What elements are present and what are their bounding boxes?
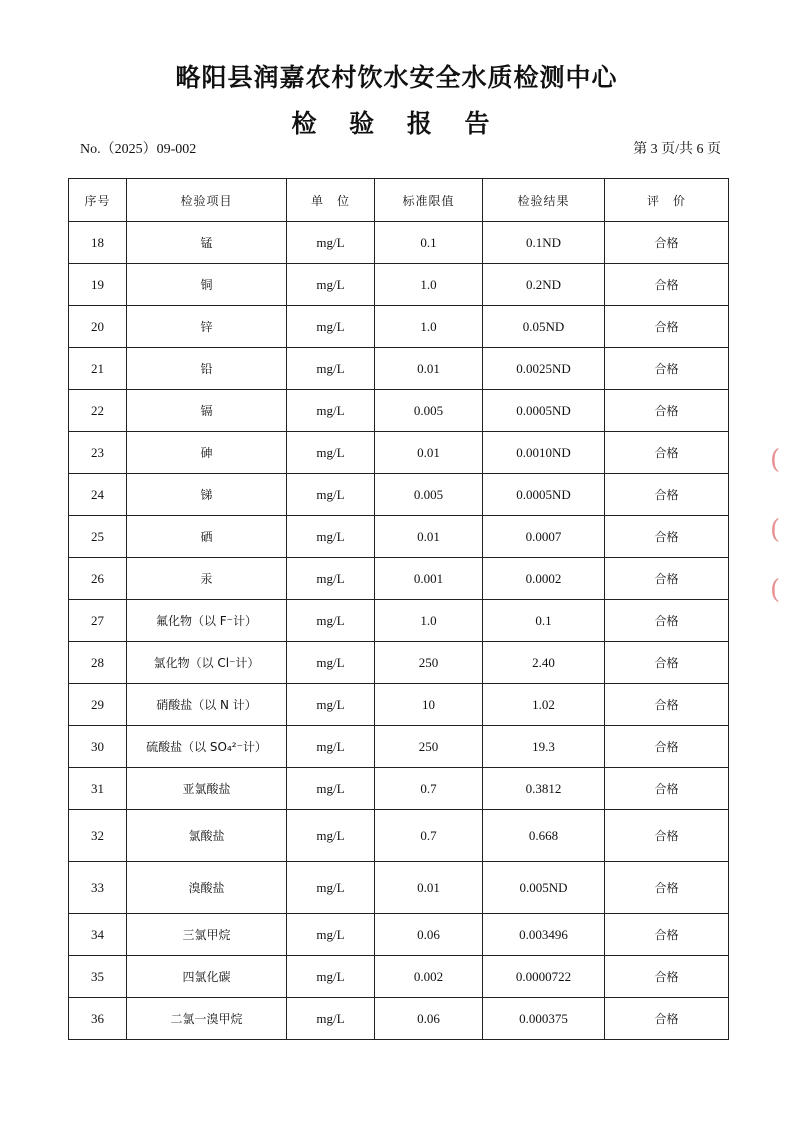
cell-item: 四氯化碳	[127, 956, 287, 998]
cell-result: 2.40	[483, 642, 605, 684]
cell-item: 铜	[127, 264, 287, 306]
cell-no: 34	[69, 914, 127, 956]
table-row	[69, 264, 729, 306]
cell-result: 0.2ND	[483, 264, 605, 306]
table-row	[69, 726, 729, 768]
cell-unit: mg/L	[287, 348, 375, 390]
cell-eval: 合格	[605, 222, 729, 264]
table-row	[69, 432, 729, 474]
column-header-result: 检验结果	[483, 179, 605, 222]
table-row	[69, 474, 729, 516]
cell-unit: mg/L	[287, 306, 375, 348]
cell-result: 19.3	[483, 726, 605, 768]
cell-limit: 0.7	[375, 810, 483, 862]
cell-no: 30	[69, 726, 127, 768]
cell-limit: 250	[375, 642, 483, 684]
cell-item: 砷	[127, 432, 287, 474]
cell-unit: mg/L	[287, 684, 375, 726]
cell-limit: 0.7	[375, 768, 483, 810]
cell-eval: 合格	[605, 264, 729, 306]
cell-item: 锌	[127, 306, 287, 348]
cell-item: 镉	[127, 390, 287, 432]
table-header-row	[69, 179, 729, 222]
cell-unit: mg/L	[287, 642, 375, 684]
cell-result: 0.000375	[483, 998, 605, 1040]
seal-fragment-3: (	[770, 575, 781, 605]
table-row	[69, 306, 729, 348]
table-row	[69, 348, 729, 390]
cell-no: 32	[69, 810, 127, 862]
cell-eval: 合格	[605, 600, 729, 642]
cell-result: 0.05ND	[483, 306, 605, 348]
cell-eval: 合格	[605, 684, 729, 726]
table-row	[69, 914, 729, 956]
table-row	[69, 768, 729, 810]
cell-eval: 合格	[605, 474, 729, 516]
cell-no: 31	[69, 768, 127, 810]
cell-result: 0.1ND	[483, 222, 605, 264]
cell-no: 22	[69, 390, 127, 432]
table-row	[69, 956, 729, 998]
cell-limit: 0.001	[375, 558, 483, 600]
cell-limit: 1.0	[375, 264, 483, 306]
cell-result: 0.0005ND	[483, 474, 605, 516]
cell-item: 氯化物（以 Cl⁻计）	[127, 642, 287, 684]
table-row	[69, 390, 729, 432]
cell-limit: 0.06	[375, 914, 483, 956]
cell-no: 35	[69, 956, 127, 998]
cell-no: 36	[69, 998, 127, 1040]
cell-item: 汞	[127, 558, 287, 600]
table-body	[69, 222, 729, 1040]
cell-eval: 合格	[605, 306, 729, 348]
cell-unit: mg/L	[287, 914, 375, 956]
cell-limit: 0.06	[375, 998, 483, 1040]
table-row	[69, 516, 729, 558]
cell-item: 三氯甲烷	[127, 914, 287, 956]
cell-eval: 合格	[605, 914, 729, 956]
cell-item: 亚氯酸盐	[127, 768, 287, 810]
cell-no: 26	[69, 558, 127, 600]
cell-result: 0.0002	[483, 558, 605, 600]
cell-limit: 0.01	[375, 516, 483, 558]
cell-unit: mg/L	[287, 390, 375, 432]
cell-unit: mg/L	[287, 516, 375, 558]
cell-result: 0.0025ND	[483, 348, 605, 390]
seal-fragment-2: (	[770, 515, 781, 545]
column-header-limit: 标准限值	[375, 179, 483, 222]
cell-no: 20	[69, 306, 127, 348]
cell-limit: 0.005	[375, 474, 483, 516]
cell-eval: 合格	[605, 862, 729, 914]
table-row	[69, 642, 729, 684]
cell-item: 硒	[127, 516, 287, 558]
cell-result: 0.3812	[483, 768, 605, 810]
cell-limit: 0.01	[375, 348, 483, 390]
cell-no: 19	[69, 264, 127, 306]
cell-eval: 合格	[605, 558, 729, 600]
cell-result: 0.0010ND	[483, 432, 605, 474]
cell-limit: 10	[375, 684, 483, 726]
cell-item: 锑	[127, 474, 287, 516]
cell-eval: 合格	[605, 810, 729, 862]
cell-eval: 合格	[605, 956, 729, 998]
cell-no: 27	[69, 600, 127, 642]
column-header-unit: 单 位	[287, 179, 375, 222]
cell-eval: 合格	[605, 432, 729, 474]
cell-item: 铅	[127, 348, 287, 390]
table-row	[69, 998, 729, 1040]
cell-result: 0.668	[483, 810, 605, 862]
cell-unit: mg/L	[287, 998, 375, 1040]
cell-item: 硝酸盐（以 N 计）	[127, 684, 287, 726]
cell-item: 硫酸盐（以 SO₄²⁻计）	[127, 726, 287, 768]
cell-item: 氯酸盐	[127, 810, 287, 862]
cell-limit: 1.0	[375, 600, 483, 642]
cell-limit: 0.01	[375, 432, 483, 474]
cell-item: 氟化物（以 F⁻计）	[127, 600, 287, 642]
table-row	[69, 862, 729, 914]
column-header-item: 检验项目	[127, 179, 287, 222]
cell-unit: mg/L	[287, 600, 375, 642]
cell-no: 28	[69, 642, 127, 684]
seal-fragment-1: (	[770, 445, 781, 475]
cell-unit: mg/L	[287, 810, 375, 862]
cell-limit: 250	[375, 726, 483, 768]
cell-no: 29	[69, 684, 127, 726]
column-header-eval: 评 价	[605, 179, 729, 222]
cell-item: 二氯一溴甲烷	[127, 998, 287, 1040]
cell-eval: 合格	[605, 390, 729, 432]
cell-result: 0.0007	[483, 516, 605, 558]
cell-unit: mg/L	[287, 558, 375, 600]
cell-unit: mg/L	[287, 432, 375, 474]
report-title: 略阳县润嘉农村饮水安全水质检测中心	[175, 63, 618, 92]
table-row	[69, 684, 729, 726]
table-row	[69, 600, 729, 642]
cell-limit: 0.002	[375, 956, 483, 998]
cell-limit: 0.1	[375, 222, 483, 264]
column-header-no: 序号	[69, 179, 127, 222]
report-subtitle: 检 验 报 告	[291, 109, 502, 138]
cell-no: 24	[69, 474, 127, 516]
cell-result: 0.1	[483, 600, 605, 642]
page-info: 第 3 页/共 6 页	[633, 142, 721, 157]
cell-result: 0.0005ND	[483, 390, 605, 432]
cell-no: 25	[69, 516, 127, 558]
cell-eval: 合格	[605, 768, 729, 810]
cell-eval: 合格	[605, 348, 729, 390]
cell-no: 18	[69, 222, 127, 264]
cell-eval: 合格	[605, 726, 729, 768]
cell-result: 1.02	[483, 684, 605, 726]
cell-result: 0.005ND	[483, 862, 605, 914]
results-table	[68, 178, 729, 1040]
cell-eval: 合格	[605, 642, 729, 684]
cell-limit: 0.01	[375, 862, 483, 914]
cell-limit: 1.0	[375, 306, 483, 348]
cell-no: 33	[69, 862, 127, 914]
table-row	[69, 222, 729, 264]
cell-unit: mg/L	[287, 862, 375, 914]
cell-no: 23	[69, 432, 127, 474]
cell-unit: mg/L	[287, 474, 375, 516]
cell-unit: mg/L	[287, 956, 375, 998]
table-row	[69, 558, 729, 600]
table-row	[69, 810, 729, 862]
cell-unit: mg/L	[287, 726, 375, 768]
cell-unit: mg/L	[287, 222, 375, 264]
cell-eval: 合格	[605, 516, 729, 558]
cell-no: 21	[69, 348, 127, 390]
cell-limit: 0.005	[375, 390, 483, 432]
report-number: No.（2025）09-002	[80, 142, 197, 157]
cell-unit: mg/L	[287, 264, 375, 306]
cell-item: 锰	[127, 222, 287, 264]
cell-item: 溴酸盐	[127, 862, 287, 914]
cell-result: 0.003496	[483, 914, 605, 956]
cell-eval: 合格	[605, 998, 729, 1040]
cell-result: 0.0000722	[483, 956, 605, 998]
cell-unit: mg/L	[287, 768, 375, 810]
